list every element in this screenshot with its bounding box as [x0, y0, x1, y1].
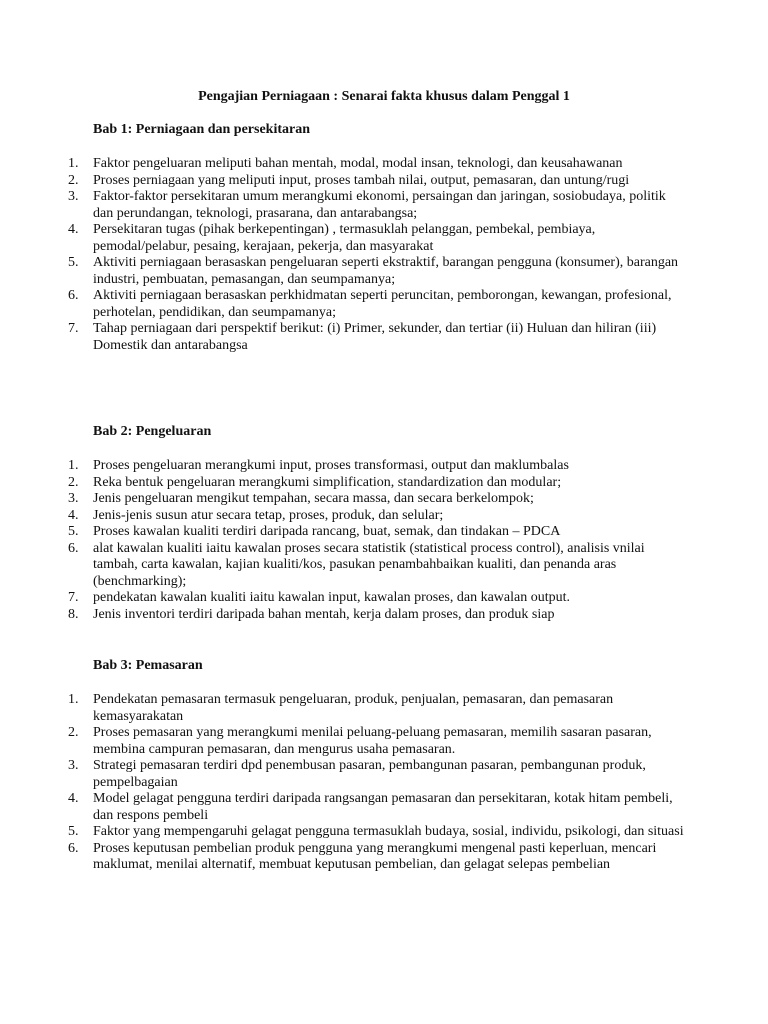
item-number: 1.: [68, 692, 79, 707]
item-text: Aktiviti perniagaan berasaskan perkhidmatan seperti peruncitan, pemborongan, kewangan, profesional, perhotelan, pendidikan, dan seumpamanya;: [93, 288, 672, 320]
item-number: 3.: [68, 491, 79, 506]
list-item: [68, 458, 684, 475]
item-number: 2.: [68, 725, 79, 740]
item-number: 1.: [68, 156, 79, 171]
list-item: [68, 607, 684, 624]
section-heading: Bab 3: Pemasaran: [93, 658, 203, 673]
item-number: 8.: [68, 606, 79, 622]
list-item: [68, 541, 684, 591]
section-bab-2: [68, 423, 684, 623]
item-text: Persekitaran tugas (pihak berkepentingan) , termasuklah pelanggan, pembekal, pembiaya, pemodal/pelabur, pesaing, kerajaan, pekerja, dan masyarakat: [93, 222, 596, 254]
item-number: 2.: [68, 474, 79, 490]
list-item: [68, 222, 684, 255]
list-item: [68, 791, 684, 824]
item-number: 7.: [68, 321, 79, 336]
fact-list: [68, 692, 684, 874]
list-item: [68, 156, 684, 173]
list-item: [68, 590, 684, 607]
item-text: Proses kawalan kualiti terdiri daripada rancang, buat, semak, dan tindakan – PDCA: [93, 524, 561, 539]
list-item: [68, 524, 684, 541]
item-text: pendekatan kawalan kualiti iaitu kawalan input, kawalan proses, dan kawalan output.: [93, 590, 571, 605]
section-heading: Bab 2: Pengeluaran: [93, 424, 212, 439]
list-item: [68, 692, 684, 725]
item-text: Jenis-jenis susun atur secara tetap, proses, produk, dan selular;: [93, 507, 444, 523]
item-number: 2.: [68, 172, 79, 188]
item-number: 1.: [68, 458, 79, 473]
item-number: 4.: [68, 222, 79, 237]
item-text: Reka bentuk pengeluaran merangkumi simplification, standardization dan modular;: [93, 474, 562, 490]
list-item: [68, 758, 684, 791]
item-text: alat kawalan kualiti iaitu kawalan proses secara statistik (statistical process control), analisis vnilai tambah, carta kawalan, kajian kualiti/kos, pasukan penambahbaikan kualiti, dan penanda aras (benchmarking);: [93, 540, 645, 589]
item-text: Pendekatan pemasaran termasuk pengeluaran, produk, penjualan, pemasaran, dan pemasaran kemasyarakatan: [93, 692, 614, 724]
item-text: Jenis pengeluaran mengikut tempahan, secara massa, dan secara berkelompok;: [93, 491, 534, 506]
list-item: [68, 255, 684, 288]
item-number: 6.: [68, 540, 79, 556]
list-item: [68, 189, 684, 222]
item-number: 6.: [68, 288, 79, 303]
list-item: [68, 288, 684, 321]
item-number: 6.: [68, 840, 79, 856]
item-text: Tahap perniagaan dari perspektif berikut: (i) Primer, sekunder, dan tertiar (ii) Huluan dan hiliran (iii) Domestik dan antarabangsa: [93, 321, 657, 353]
list-item: [68, 491, 684, 508]
item-text: Faktor-faktor persekitaran umum merangkumi ekonomi, persaingan dan jaringan, sosiobudaya, politik dan perundangan, teknologi, prasarana, dan antarabangsa;: [93, 189, 666, 221]
item-number: 3.: [68, 189, 79, 204]
item-number: 4.: [68, 507, 79, 523]
list-item: [68, 508, 684, 525]
list-item: [68, 824, 684, 841]
item-number: 5.: [68, 824, 79, 839]
item-number: 3.: [68, 758, 79, 773]
item-text: Faktor yang mempengaruhi gelagat pengguna termasuklah budaya, sosial, individu, psikologi, dan situasi: [93, 824, 684, 839]
item-text: Proses pengeluaran merangkumi input, proses transformasi, output dan maklumbalas: [93, 458, 569, 473]
fact-list: [68, 458, 684, 623]
section-bab-3: [68, 657, 684, 874]
list-item: [68, 173, 684, 190]
item-number: 4.: [68, 791, 79, 806]
item-text: Proses keputusan pembelian produk pengguna yang merangkumi mengenal pasti keperluan, mencari maklumat, menilai alternatif, membuat keputusan pembelian, dan gelagat selepas pembelian: [93, 840, 657, 872]
item-number: 5.: [68, 255, 79, 270]
list-item: [68, 321, 684, 354]
section-bab-1: [68, 121, 684, 354]
list-item: [68, 841, 684, 874]
list-item: [68, 475, 684, 492]
item-text: Aktiviti perniagaan berasaskan pengeluaran seperti ekstraktif, barangan pengguna (konsumer), barangan industri, pembuatan, pemasangan, dan seumpamanya;: [93, 255, 679, 287]
item-text: Jenis inventori terdiri daripada bahan mentah, kerja dalam proses, dan produk siap: [93, 606, 555, 622]
item-text: Strategi pemasaran terdiri dpd penembusan pasaran, pembangunan pasaran, pembangunan produk, pempelbagaian: [93, 758, 646, 790]
item-text: Proses pemasaran yang merangkumi menilai peluang-peluang pemasaran, memilih sasaran pasaran, membina campuran pemasaran, dan mengurus usaha pemasaran.: [93, 725, 652, 757]
item-text: Proses perniagaan yang meliputi input, proses tambah nilai, output, pemasaran, dan untung/rugi: [93, 172, 630, 188]
item-text: Model gelagat pengguna terdiri daripada rangsangan pemasaran dan persekitaran, kotak hitam pembeli, dan respons pembeli: [93, 791, 673, 823]
item-number: 7.: [68, 590, 79, 605]
fact-list: [68, 156, 684, 354]
document-title: Pengajian Perniagaan : Senarai fakta khusus dalam Penggal 1: [198, 89, 570, 104]
list-item: [68, 725, 684, 758]
section-heading: Bab 1: Perniagaan dan persekitaran: [93, 122, 311, 137]
item-text: Faktor pengeluaran meliputi bahan mentah, modal, modal insan, teknologi, dan keusahawanan: [93, 156, 623, 171]
item-number: 5.: [68, 524, 79, 539]
